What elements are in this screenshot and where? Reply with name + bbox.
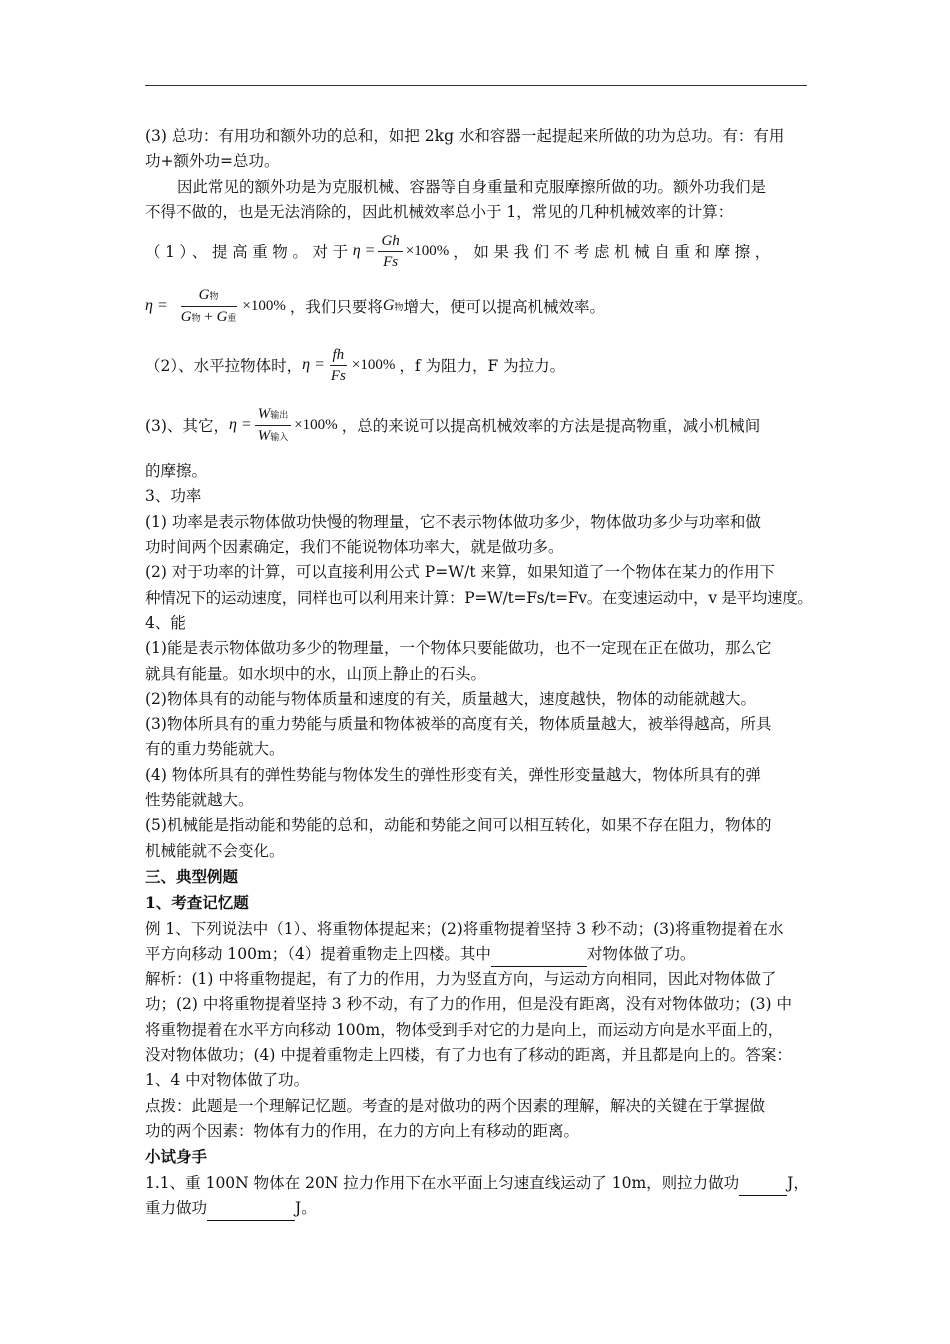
formula-ideal-efficiency: η = $\frac{\text{G物}}{\text{G物 + G重}}$ ×100% ，我们只要将 G 物 增大，便可以提高机械效率。: [145, 286, 605, 325]
eta-symbol: η =: [302, 356, 325, 374]
paragraph-line: (2)物体具有的动能与物体质量和速度的有关，质量越大，速度越快，物体的动能就越大。: [145, 689, 756, 708]
paragraph-line: 例 1、下列说法中（1）、将重物体提起来；(2)将重物提着坚持 3 秒不动；(3)将重物提着在水: [145, 919, 784, 938]
fraction: $\frac{\text{G物}}{\text{G物 + G重}}$: [180, 286, 237, 325]
paragraph-line: (2) 对于功率的计算，可以直接利用公式 P=W/t 来算，如果知道了一个物体在某力的作用下: [145, 563, 776, 582]
formula-horizontal-pull: （2）、水平拉物体时， η = $\frac{fh}{Fs}$ ×100% ，f 为阻力，F 为拉力。: [145, 346, 566, 384]
subsection-heading: 1、考查记忆题: [145, 893, 249, 913]
paragraph-line: (3)物体所具有的重力势能与质量和物体被举的高度有关，物体质量越大，被举得越高，所具: [145, 715, 772, 734]
section-heading: 3、功率: [145, 487, 202, 506]
eta-symbol: η =: [145, 297, 168, 315]
paragraph-line: 1.1、重 100N 物体在 20N 拉力作用下在水平面上匀速直线运动了 10m，则拉力做功 J，: [145, 1171, 817, 1196]
paragraph-line: 种情况下的运动速度，同样也可以利用来计算：P=W/t=Fs/t=Fv。在变速运动中，v 是平均速度。: [145, 588, 813, 607]
answer-blank[interactable]: [207, 1204, 295, 1221]
paragraph-line: (1) 功率是表示物体做功快慢的物理量，它不表示物体做功多少，物体做功多少与功率和做: [145, 512, 761, 531]
paragraph-line: 没对物体做功；(4) 中提着重物走上四楼，有了力也有了移动的距离，并且都是向上的。答案：: [145, 1046, 792, 1065]
section-heading: 4、能: [145, 613, 186, 632]
paragraph-line: 重力做功 J。: [145, 1196, 817, 1221]
paragraph-line: 解析：(1) 中将重物提起，有了力的作用，力为竖直方向，与运动方向相同，因此对物体做了: [145, 970, 777, 989]
paragraph-line: 的摩擦。: [145, 462, 208, 481]
paragraph-line: (3) 总功：有用功和额外功的总和，如把 2kg 水和容器一起提起来所做的功为总功。有：有用: [145, 127, 785, 145]
header-rule: [145, 85, 807, 86]
paragraph-line: 就具有能量。如水坝中的水，山顶上静止的石头。: [145, 664, 487, 683]
paragraph-line: 功；(2) 中将重物提着坚持 3 秒不动，有了力的作用，但是没有距离，没有对物体做功；(3) 中: [145, 995, 792, 1014]
paragraph-line: 平方向移动 100m；（4）提着重物走上四楼。其中 对物体做了功。: [145, 942, 817, 967]
paragraph-line: 功+额外功=总功。: [145, 152, 280, 171]
formula-general: (3)、其它， η = $\frac{\text{W输出}}{\text{W输入}}$ ×100% ，总的来说可以提高机械效率的方法是提高物重，减小机械间: [145, 405, 761, 444]
section-heading: 三、典型例题: [145, 866, 239, 886]
subsection-heading: 小试身手: [145, 1147, 208, 1167]
paragraph-line: 有的重力势能就大。: [145, 740, 285, 759]
fraction: $\frac{\text{W输出}}{\text{W输入}}$: [255, 405, 292, 446]
paragraph-line: 性势能就越大。: [145, 791, 254, 810]
formula-lift-weight: （1）、提高重物。对于 η = $\frac{Gh}{Fs}$ ×100% ，如果我们不考虑机械自重和摩擦，: [145, 232, 775, 270]
paragraph-line: 1、4 中对物体做了功。: [145, 1071, 310, 1090]
paragraph-line: 功时间两个因素确定，我们不能说物体功率大，就是做功多。: [145, 538, 564, 557]
eta-symbol: η =: [228, 416, 252, 434]
paragraph-line: (5)机械能是指动能和势能的总和，动能和势能之间可以相互转化，如果不存在阻力，物体的: [145, 816, 772, 835]
fraction: $\frac{fh}{Fs}$: [330, 346, 346, 384]
answer-blank[interactable]: [739, 1179, 787, 1196]
paragraph-line: (1)能是表示物体做功多少的物理量，一个物体只要能做功，也不一定现在正在做功，那么它: [145, 639, 772, 658]
eta-symbol: η =: [352, 242, 376, 260]
paragraph-line: 不得不做的，也是无法消除的，因此机械效率总小于 1，常见的几种机械效率的计算：: [145, 202, 734, 221]
paragraph-line: 因此常见的额外功是为克服机械、容器等自身重量和克服摩擦所做的功。额外功我们是: [177, 177, 767, 196]
paragraph-line: 点拨：此题是一个理解记忆题。考查的是对做功的两个因素的理解，解决的关键在于掌握做: [145, 1096, 766, 1115]
paragraph-line: 将重物提着在水平方向移动 100m，物体受到手对它的力是向上，而运动方向是水平面上的，: [145, 1020, 784, 1039]
paragraph-line: (4) 物体所具有的弹性势能与物体发生的弹性形变有关，弹性形变量越大，物体所具有的弹: [145, 765, 761, 784]
document-body: [145, 124, 817, 1221]
paragraph-line: 功的两个因素：物体有力的作用，在力的方向上有移动的距离。: [145, 1121, 580, 1140]
fraction: $\frac{Gh}{Fs}$: [378, 232, 402, 271]
answer-blank[interactable]: [491, 950, 587, 967]
paragraph-line: 机械能就不会变化。: [145, 841, 285, 860]
